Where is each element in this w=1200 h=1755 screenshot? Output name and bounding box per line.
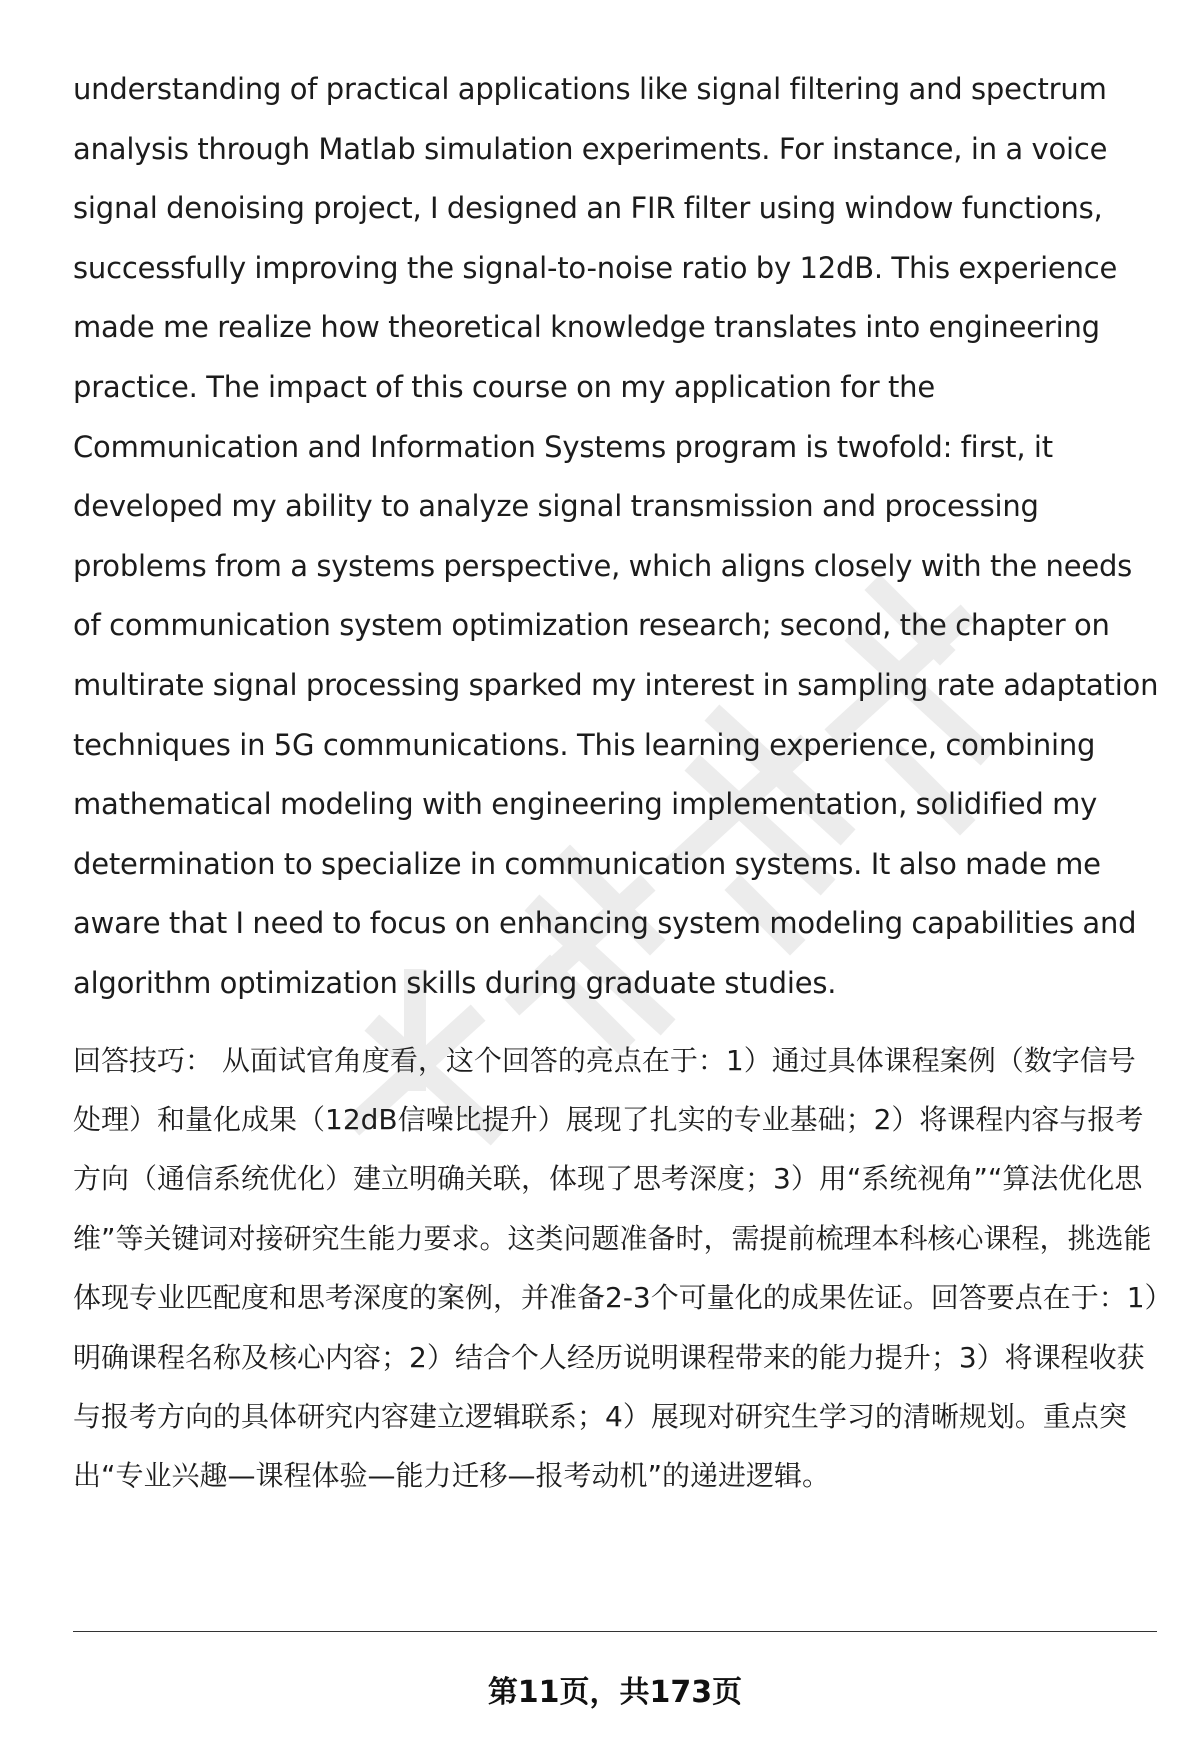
page-number: 第11页，共173页 [487,1675,743,1710]
page-content [73,60,1163,1506]
footer-divider [73,1631,1157,1632]
answer-paragraph: understanding of practical applications like signal filtering and spectrum analysis through Matlab simulation experiments. For instance, in a voice signal denoising project, I designed an FIR filter using window functions, successfully improving the signal-to-noise ratio by 12dB. This experience made me realize how theoretical knowledge translates into engineering practice. The impact of this course on my application for the Communication and Information Systems program is twofold: first, it developed my ability to analyze signal transmission and processing problems from a systems perspective, which aligns closely with the needs of communication system optimization research; second, the chapter on multirate signal processing sparked my interest in sampling rate adaptation techniques in 5G communications. This learning experience, combining mathematical modeling with engineering implementation, solidified my determination to specialize in communication systems. It also made me aware that I need to focus on enhancing system modeling capabilities and algorithm optimization skills during graduate studies. [73,72,1159,1000]
answer-tips-paragraph: 回答技巧： 从面试官角度看，这个回答的亮点在于：1）通过具体课程案例（数字信号处理）和量化成果（12dB信噪比提升）展现了扎实的专业基础；2）将课程内容与报考方向（通信系统优化）建立明确关联，体现了思考深度；3）用“系统视角”“算法优化思维”等关键词对接研究生能力要求。这类问题准备时，需提前梳理本科核心课程，挑选能体现专业匹配度和思考深度的案例，并准备2-3个可量化的成果佐证。回答要点在于：1）明确课程名称及核心内容；2）结合个人经历说明课程带来的能力提升；3）将课程收获与报考方向的具体研究内容建立逻辑联系；4）展现对研究生学习的清晰规划。重点突出“专业兴趣—课程体验—能力迁移—报考动机”的递进逻辑。 [73,1043,1159,1493]
